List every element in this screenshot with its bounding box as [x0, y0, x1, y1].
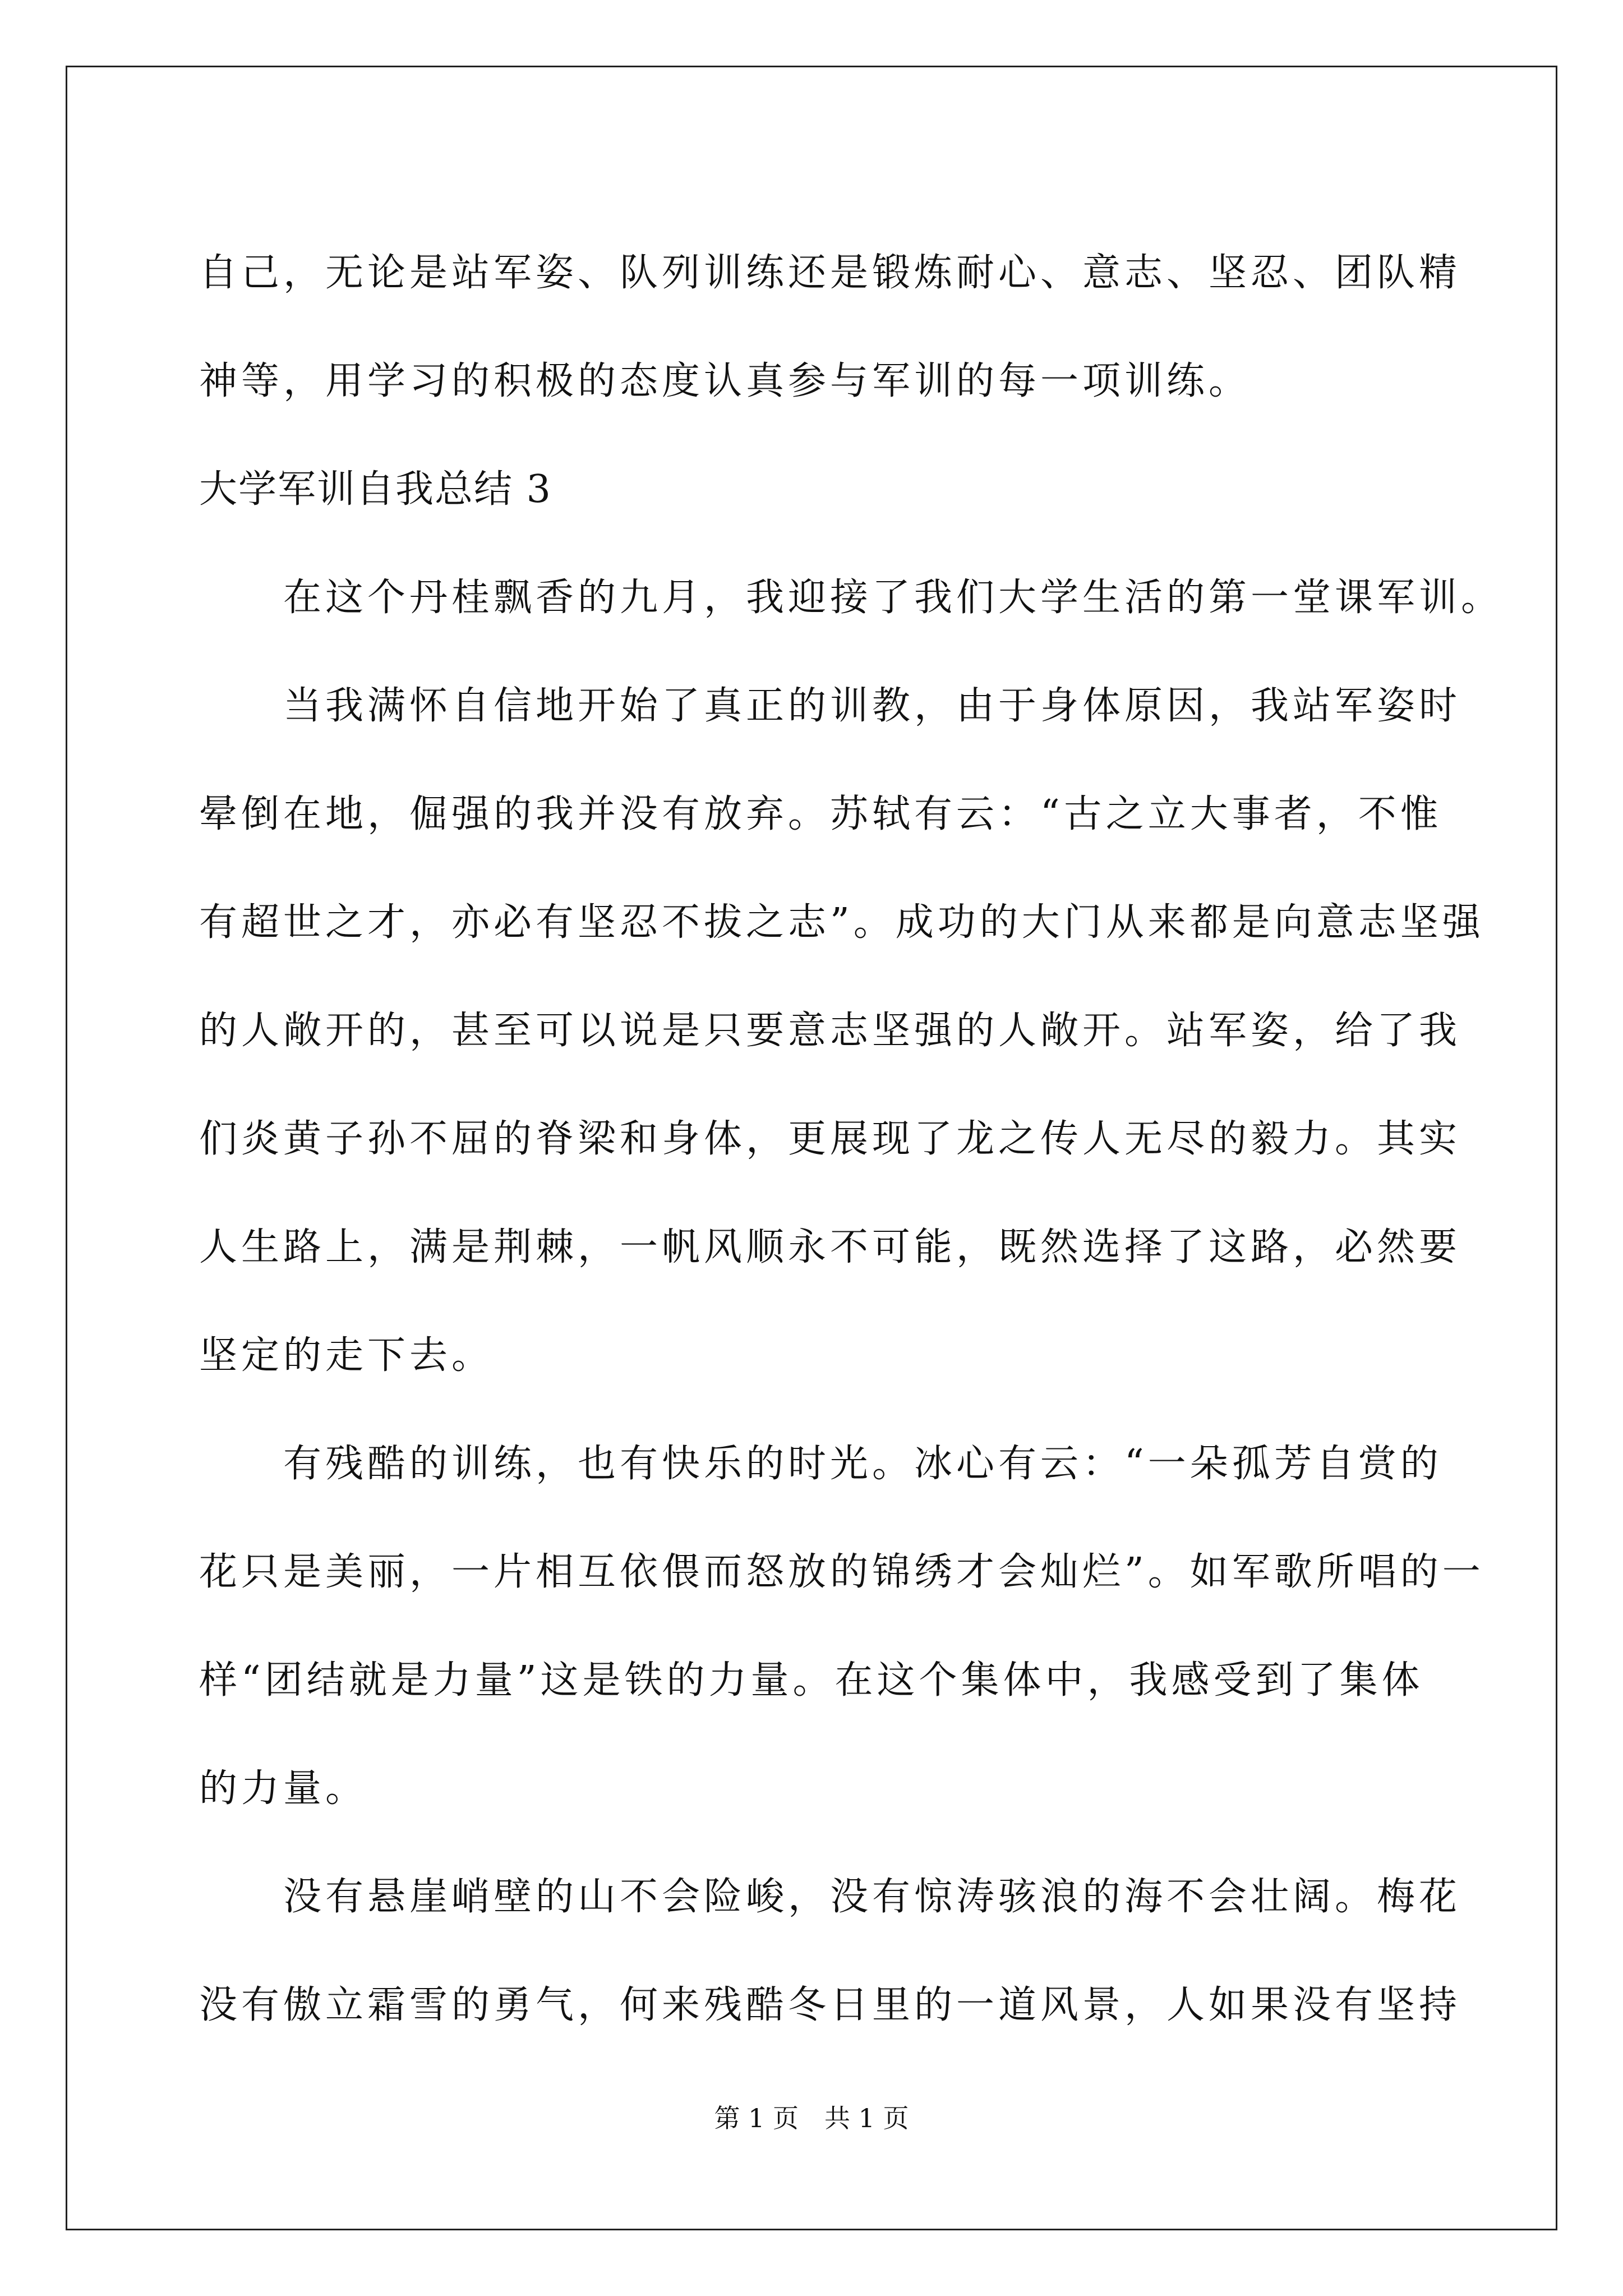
- document-body: [199, 219, 1504, 2059]
- section-heading: 大学军训自我总结 3: [199, 467, 552, 512]
- text-line: 有超世之才，亦必有坚忍不拔之志”。成功的大门从来都是向意志坚强: [199, 900, 1484, 945]
- text-line: 花只是美丽，一片相互依偎而怒放的锦绣才会灿烂”。如军歌所唱的一: [199, 1550, 1484, 1594]
- text-line: 晕倒在地，倔强的我并没有放弃。苏轼有云：“古之立大事者，不惟: [199, 792, 1442, 836]
- text-line: 当我满怀自信地开始了真正的训教，由于身体原因，我站军姿时: [283, 684, 1461, 728]
- text-line: 没有悬崖峭壁的山不会险峻，没有惊涛骇浪的海不会壮阔。梅花: [283, 1875, 1461, 1919]
- text-line: 在这个丹桂飘香的九月，我迎接了我们大学生活的第一堂课军训。: [283, 576, 1504, 620]
- page-footer: 第 1 页 共 1 页: [714, 2103, 909, 2133]
- text-line: 没有傲立霜雪的勇气，何来残酷冬日里的一道风景，人如果没有坚持: [199, 1983, 1461, 2027]
- text-line: 的力量。: [199, 1766, 368, 1811]
- text-line: 坚定的走下去。: [199, 1333, 494, 1378]
- text-line: 的人敞开的，甚至可以说是只要意志坚强的人敞开。站军姿，给了我: [199, 1009, 1461, 1053]
- text-line: 人生路上，满是荆棘，一帆风顺永不可能，既然选择了这路，必然要: [199, 1225, 1461, 1269]
- text-line: 自己，无论是站军姿、队列训练还是锻炼耐心、意志、坚忍、团队精: [199, 251, 1461, 295]
- text-line: 神等，用学习的积极的态度认真参与军训的每一项训练。: [199, 359, 1251, 403]
- text-line: 们炎黄子孙不屈的脊梁和身体，更展现了龙之传人无尽的毅力。其实: [199, 1117, 1461, 1161]
- text-line: 有残酷的训练，也有快乐的时光。冰心有云：“一朵孤芳自赏的: [283, 1442, 1442, 1486]
- text-line: 样“团结就是力量”这是铁的力量。在这个集体中，我感受到了集体: [199, 1658, 1424, 1703]
